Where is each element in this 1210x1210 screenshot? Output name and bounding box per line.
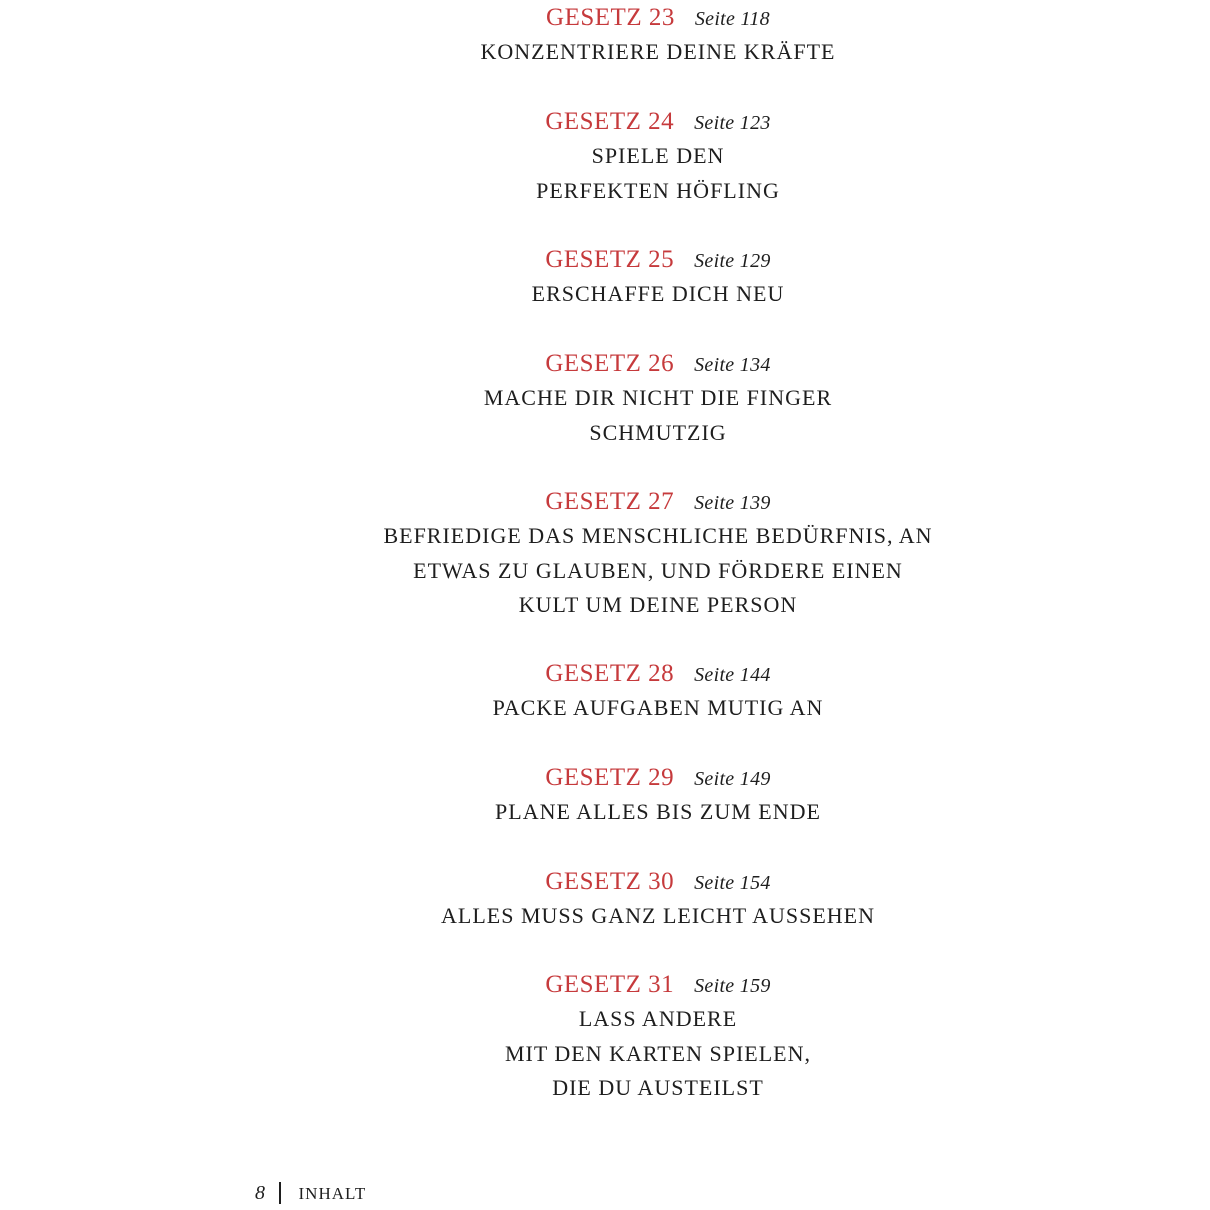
law-title-line: SCHMUTZIG	[589, 419, 727, 445]
page-reference: Seite 154	[694, 872, 771, 894]
entry-heading	[358, 968, 958, 1002]
entry-heading	[358, 865, 958, 899]
law-title-line: MACHE DIR NICHT DIE FINGER	[483, 385, 833, 410]
law-title-line: SPIELE DEN	[591, 143, 725, 168]
law-number: GESETZ 24	[545, 108, 675, 135]
page-footer	[255, 1178, 366, 1208]
law-title-line: PACKE AUFGABEN MUTIG AN	[492, 695, 824, 720]
page-reference: Seite 134	[694, 354, 771, 376]
page-reference: Seite 159	[694, 975, 771, 997]
law-number: GESETZ 27	[545, 488, 675, 515]
law-number: GESETZ 25	[545, 246, 675, 273]
law-title-line: ERSCHAFFE DICH NEU	[531, 281, 785, 306]
page-reference: Seite 144	[694, 664, 771, 686]
law-title-line: MIT DEN KARTEN SPIELEN,	[504, 1040, 812, 1066]
page-reference: Seite 118	[694, 8, 770, 30]
law-title-line: KULT UM DEINE PERSON	[518, 592, 798, 617]
law-number: GESETZ 23	[546, 4, 675, 31]
toc-entry-law-29	[358, 761, 958, 830]
footer-divider	[279, 1182, 281, 1204]
law-title-line: DIE DU AUSTEILST	[552, 1075, 764, 1100]
law-title-line: PERFEKTEN HÖFLING	[536, 177, 780, 203]
law-title-line: LASS ANDERE	[578, 1006, 738, 1031]
entry-heading	[358, 657, 958, 691]
entry-heading	[358, 761, 958, 795]
toc-entry-law-30	[358, 865, 958, 934]
law-number: GESETZ 29	[545, 764, 675, 791]
page-number: 8	[255, 1182, 265, 1204]
page-reference: Seite 149	[694, 768, 771, 790]
entry-heading	[358, 105, 958, 139]
entry-heading	[358, 1, 958, 35]
page-reference: Seite 129	[694, 250, 771, 272]
law-number: GESETZ 28	[545, 660, 675, 687]
toc-entry-law-24	[358, 105, 958, 208]
law-title-line: ETWAS ZU GLAUBEN, UND FÖRDERE EINEN	[413, 557, 903, 583]
page-reference: Seite 139	[694, 492, 771, 514]
toc-entry-law-25	[358, 243, 958, 312]
toc-entry-law-23	[358, 1, 958, 70]
section-title: INHALT	[298, 1184, 367, 1203]
entry-heading	[358, 485, 958, 519]
entry-heading	[358, 347, 958, 381]
page-reference: Seite 123	[694, 112, 771, 134]
law-number: GESETZ 31	[545, 971, 675, 998]
entry-heading	[358, 243, 958, 277]
toc-entry-law-31	[358, 968, 958, 1106]
law-title-line: KONZENTRIERE DEINE KRÄFTE	[480, 39, 836, 64]
law-title-line: PLANE ALLES BIS ZUM ENDE	[495, 799, 821, 824]
law-title-line: BEFRIEDIGE DAS MENSCHLICHE BEDÜRFNIS, AN	[383, 523, 933, 548]
law-number: GESETZ 30	[545, 868, 675, 895]
toc-entry-law-28	[358, 657, 958, 726]
law-title-line: ALLES MUSS GANZ LEICHT AUSSEHEN	[441, 903, 875, 928]
toc-entry-law-26	[358, 347, 958, 450]
toc-entry-law-27	[358, 485, 958, 623]
law-number: GESETZ 26	[545, 350, 675, 377]
